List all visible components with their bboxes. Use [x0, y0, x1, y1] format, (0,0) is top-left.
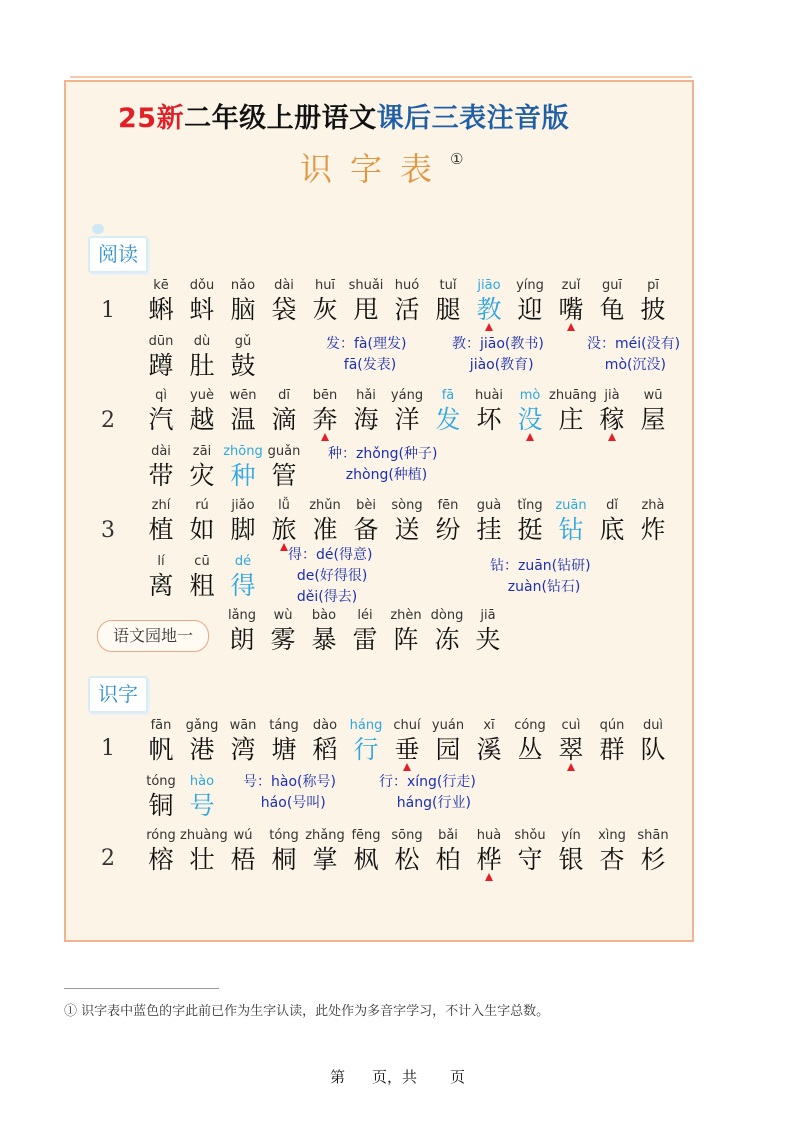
pinyin: zhèn	[390, 608, 422, 623]
char-cell	[590, 386, 634, 435]
char-cell	[180, 716, 224, 765]
polyphone-note-zhong: 种：zhǒng(种子) zhòng(种植)	[328, 446, 438, 483]
hanzi: 壮	[189, 845, 215, 874]
pinyin: wú	[233, 828, 253, 843]
hanzi: 挂	[476, 515, 502, 544]
pinyin: zhuāng	[549, 388, 597, 403]
hanzi: 脑	[230, 295, 256, 324]
footnote-rule	[64, 988, 219, 989]
char-cell	[262, 386, 306, 435]
pinyin: yuè	[190, 388, 214, 403]
char-cell	[631, 496, 675, 545]
char-cell	[180, 826, 228, 875]
char-cell	[180, 332, 224, 381]
hanzi: 桦	[476, 845, 502, 874]
pinyin: jià	[604, 388, 620, 403]
hanzi: 湾	[230, 735, 256, 764]
pinyin: dài	[151, 444, 171, 459]
char-cell	[262, 442, 306, 491]
hanzi: 园	[435, 735, 461, 764]
section-reading: 阅读	[88, 236, 148, 273]
hanzi: 柏	[435, 845, 461, 874]
hanzi: 汽	[148, 405, 174, 434]
hanzi: 松	[394, 845, 420, 874]
pinyin: wēn	[229, 388, 257, 403]
pinyin: zhǔn	[309, 498, 341, 513]
pinyin: lǎng	[227, 608, 257, 623]
pinyin: dūn	[148, 334, 174, 349]
pinyin: háng	[349, 718, 383, 733]
hanzi: 暴	[311, 625, 337, 654]
char-cell	[426, 716, 470, 765]
pinyin: bèi	[356, 498, 376, 513]
char-cell	[344, 716, 388, 765]
char-cell	[631, 276, 675, 325]
pinyin: zhí	[151, 498, 171, 513]
char-cell	[466, 606, 510, 655]
char-cell	[426, 386, 470, 435]
hanzi: 港	[189, 735, 215, 764]
pinyin: wū	[643, 388, 663, 403]
pinyin: gǎng	[185, 718, 219, 733]
hanzi: 滴	[271, 405, 297, 434]
pinyin: cū	[194, 554, 210, 569]
hanzi: 杏	[599, 845, 625, 874]
pinyin: shān	[637, 828, 669, 843]
char-cell	[221, 442, 265, 491]
char-cell	[590, 826, 634, 875]
tone-marker-triangle	[526, 433, 534, 441]
char-cell	[384, 606, 428, 655]
pinyin: zuǐ	[561, 278, 581, 293]
char-cell	[262, 826, 306, 875]
pinyin: tǐng	[517, 498, 543, 513]
hanzi: 发	[435, 405, 461, 434]
hanzi: 朗	[229, 625, 255, 654]
char-cell	[467, 276, 511, 325]
yuwen-yuandi-label: 语文园地一	[97, 620, 209, 652]
pinyin: gǔ	[234, 334, 252, 349]
char-cell	[303, 826, 347, 875]
char-cell	[508, 826, 552, 875]
char-cell	[344, 276, 388, 325]
hanzi: 群	[599, 735, 625, 764]
pinyin: yáng	[390, 388, 424, 403]
hanzi: 溪	[476, 735, 502, 764]
char-cell	[180, 276, 224, 325]
char-cell	[631, 386, 675, 435]
pinyin: kē	[153, 278, 169, 293]
hanzi: 活	[394, 295, 420, 324]
pinyin: bǎi	[438, 828, 458, 843]
char-cell	[467, 386, 511, 435]
hanzi: 底	[599, 515, 625, 544]
char-cell	[221, 552, 265, 601]
pinyin: bēn	[312, 388, 338, 403]
pinyin: fān	[150, 718, 172, 733]
hanzi: 没	[517, 405, 543, 434]
hanzi: 榕	[148, 845, 174, 874]
char-cell	[467, 716, 511, 765]
hanzi: 银	[558, 845, 584, 874]
hanzi: 披	[640, 295, 666, 324]
pinyin: dào	[312, 718, 338, 733]
char-cell	[302, 606, 346, 655]
char-cell	[139, 386, 183, 435]
char-cell	[549, 386, 597, 435]
char-cell	[508, 716, 552, 765]
hanzi: 肚	[189, 351, 215, 380]
char-cell	[508, 496, 552, 545]
hanzi: 灰	[312, 295, 338, 324]
char-cell	[467, 826, 511, 875]
char-cell	[221, 826, 265, 875]
char-cell	[303, 276, 347, 325]
tone-marker-triangle	[403, 763, 411, 771]
section-decoration	[92, 224, 104, 234]
char-cell	[180, 442, 224, 491]
hanzi: 鼓	[230, 351, 256, 380]
pinyin: huó	[394, 278, 420, 293]
tone-marker-triangle	[321, 433, 329, 441]
hanzi: 梧	[230, 845, 256, 874]
pinyin: qì	[155, 388, 167, 403]
pinyin: jiā	[480, 608, 496, 623]
lesson-number: 1	[101, 736, 115, 761]
char-cell	[220, 606, 264, 655]
char-cell	[139, 826, 183, 875]
pinyin: duì	[642, 718, 664, 733]
pinyin: chuí	[393, 718, 421, 733]
hanzi: 庄	[558, 405, 584, 434]
char-cell	[344, 386, 388, 435]
char-cell	[426, 826, 470, 875]
pinyin: yín	[561, 828, 581, 843]
pinyin: dài	[274, 278, 294, 293]
hanzi: 如	[189, 515, 215, 544]
hanzi: 稼	[599, 405, 625, 434]
pinyin: fēn	[437, 498, 459, 513]
hanzi: 离	[148, 571, 174, 600]
hanzi: 掌	[312, 845, 338, 874]
pinyin: róng	[146, 828, 176, 843]
hanzi: 灾	[189, 461, 215, 490]
hanzi: 丛	[517, 735, 543, 764]
polyphone-note-zuan: 钻：zuān(钻研) zuàn(钻石)	[490, 558, 591, 595]
char-cell	[425, 606, 469, 655]
pinyin: shuǎi	[348, 278, 384, 293]
char-cell	[344, 826, 388, 875]
hanzi: 队	[640, 735, 666, 764]
hanzi: 海	[353, 405, 379, 434]
char-cell	[549, 276, 593, 325]
hanzi: 纷	[435, 515, 461, 544]
hanzi: 得	[230, 571, 256, 600]
char-cell	[262, 276, 306, 325]
char-cell	[139, 552, 183, 601]
hanzi: 蹲	[148, 351, 174, 380]
char-cell	[631, 826, 675, 875]
char-cell	[221, 716, 265, 765]
hanzi: 垂	[394, 735, 420, 764]
pinyin: fā	[441, 388, 455, 403]
hanzi: 钻	[558, 515, 584, 544]
hanzi: 蚪	[189, 295, 215, 324]
pinyin: zhuàng	[180, 828, 228, 843]
pinyin: hào	[189, 774, 215, 789]
tone-marker-triangle	[608, 433, 616, 441]
hanzi: 带	[148, 461, 174, 490]
hanzi: 洋	[394, 405, 420, 434]
char-cell	[385, 386, 429, 435]
title-year: 25新	[118, 103, 185, 134]
char-cell	[139, 716, 183, 765]
pinyin: huài	[474, 388, 504, 403]
pinyin: shǒu	[514, 828, 546, 843]
hanzi: 屋	[640, 405, 666, 434]
pinyin: qún	[599, 718, 625, 733]
hanzi: 植	[148, 515, 174, 544]
hanzi: 稻	[312, 735, 338, 764]
pinyin: lǚ	[278, 498, 290, 513]
table-heading-text: 识字表	[300, 150, 451, 188]
pinyin: yuán	[431, 718, 465, 733]
section-literacy: 识字	[88, 676, 148, 713]
tone-marker-triangle	[567, 763, 575, 771]
hanzi: 迎	[517, 295, 543, 324]
polyphone-note-hao: 号：hào(称号) háo(号叫)	[243, 774, 336, 811]
pinyin: fēng	[351, 828, 381, 843]
pinyin: bào	[311, 608, 337, 623]
hanzi: 种	[230, 461, 256, 490]
char-cell	[549, 496, 593, 545]
char-cell	[303, 716, 347, 765]
pinyin: táng	[269, 718, 299, 733]
char-cell	[426, 276, 470, 325]
char-cell	[262, 496, 306, 545]
pinyin: guǎn	[267, 444, 301, 459]
polyphone-note-de: 得：dé(得意) de(好得很) děi(得去)	[288, 547, 373, 605]
hanzi: 杉	[640, 845, 666, 874]
char-cell	[303, 386, 347, 435]
hanzi: 粗	[189, 571, 215, 600]
hanzi: 腿	[435, 295, 461, 324]
hanzi: 越	[189, 405, 215, 434]
pinyin: tuǐ	[439, 278, 457, 293]
char-cell	[590, 276, 634, 325]
pinyin: dǒu	[189, 278, 215, 293]
char-cell	[426, 496, 470, 545]
char-cell	[180, 386, 224, 435]
hanzi: 教	[476, 295, 502, 324]
pinyin: pī	[647, 278, 659, 293]
hanzi: 龟	[599, 295, 625, 324]
hanzi: 翠	[558, 735, 584, 764]
pinyin: zhà	[641, 498, 665, 513]
hanzi: 雷	[352, 625, 378, 654]
hanzi: 炸	[640, 515, 666, 544]
pager-middle: 页，共	[372, 1068, 418, 1086]
char-cell	[590, 716, 634, 765]
hanzi: 冻	[434, 625, 460, 654]
hanzi: 塘	[271, 735, 297, 764]
char-cell	[221, 332, 265, 381]
pinyin: dòng	[430, 608, 464, 623]
tone-marker-triangle	[280, 543, 288, 551]
pinyin: jiāo	[477, 278, 501, 293]
char-cell	[549, 716, 593, 765]
hanzi: 桐	[271, 845, 297, 874]
pinyin: huī	[314, 278, 336, 293]
char-cell	[180, 552, 224, 601]
pinyin: huà	[476, 828, 502, 843]
char-cell	[221, 276, 265, 325]
hanzi: 送	[394, 515, 420, 544]
char-cell	[139, 772, 183, 821]
lesson-number: 2	[101, 846, 115, 871]
char-cell	[261, 606, 305, 655]
hanzi: 雾	[270, 625, 296, 654]
tone-marker-triangle	[485, 323, 493, 331]
char-cell	[549, 826, 593, 875]
footnote-marker: ①	[450, 150, 464, 169]
title-edition: 课后三表注音版	[376, 103, 570, 134]
pinyin: cuì	[561, 718, 581, 733]
pinyin: lí	[157, 554, 165, 569]
table-heading	[300, 144, 463, 190]
hanzi: 嘴	[558, 295, 584, 324]
tone-marker-triangle	[485, 873, 493, 881]
char-cell	[508, 386, 552, 435]
char-cell	[180, 772, 224, 821]
pinyin: zhōng	[223, 444, 263, 459]
polyphone-note-mei: 没：méi(没有) mò(沉没)	[587, 336, 681, 373]
hanzi: 号	[189, 791, 215, 820]
pinyin: zuān	[555, 498, 587, 513]
pinyin: wān	[229, 718, 257, 733]
char-cell	[303, 496, 347, 545]
hanzi: 旅	[271, 515, 297, 544]
char-cell	[508, 276, 552, 325]
hanzi: 挺	[517, 515, 543, 544]
pinyin: léi	[357, 608, 373, 623]
pinyin: guà	[476, 498, 502, 513]
hanzi: 准	[312, 515, 338, 544]
pinyin: rú	[195, 498, 209, 513]
lesson-number: 1	[101, 298, 115, 323]
pinyin: sòng	[391, 498, 423, 513]
hanzi: 温	[230, 405, 256, 434]
lesson-number: 2	[101, 408, 115, 433]
pinyin: zhǎng	[305, 828, 345, 843]
tone-marker-triangle	[567, 323, 575, 331]
hanzi: 阵	[393, 625, 419, 654]
hanzi: 脚	[230, 515, 256, 544]
pinyin: tóng	[269, 828, 299, 843]
hanzi: 帆	[148, 735, 174, 764]
char-cell	[139, 442, 183, 491]
char-cell	[590, 496, 634, 545]
polyphone-note-fa: 发：fà(理发) fā(发表)	[326, 336, 407, 373]
char-cell	[385, 276, 429, 325]
char-cell	[385, 716, 429, 765]
char-cell	[139, 332, 183, 381]
pinyin: sōng	[391, 828, 423, 843]
pinyin: hǎi	[356, 388, 376, 403]
pager-suffix: 页	[450, 1068, 466, 1086]
hanzi: 袋	[271, 295, 297, 324]
page-title	[118, 96, 569, 135]
hanzi: 坏	[476, 405, 502, 434]
title-grade: 二年级上册语文	[184, 103, 377, 134]
pinyin: dé	[234, 554, 252, 569]
char-cell	[344, 496, 388, 545]
hanzi: 蝌	[148, 295, 174, 324]
pinyin: dǐ	[606, 498, 618, 513]
pinyin: dù	[193, 334, 211, 349]
pager-prefix: 第	[330, 1068, 346, 1086]
polyphone-note-xing: 行：xíng(行走) háng(行业)	[379, 774, 476, 811]
hanzi: 备	[353, 515, 379, 544]
char-cell	[343, 606, 387, 655]
hanzi: 甩	[353, 295, 379, 324]
hanzi: 管	[271, 461, 297, 490]
char-cell	[385, 496, 429, 545]
char-cell	[385, 826, 429, 875]
pinyin: xī	[483, 718, 495, 733]
char-cell	[221, 386, 265, 435]
polyphone-note-jiao: 教：jiāo(教书) jiào(教育)	[452, 336, 544, 373]
hanzi: 守	[517, 845, 543, 874]
char-cell	[180, 496, 224, 545]
pinyin: cóng	[514, 718, 546, 733]
char-cell	[139, 496, 183, 545]
pinyin: jiǎo	[231, 498, 255, 513]
char-cell	[262, 716, 306, 765]
hanzi: 奔	[312, 405, 338, 434]
footnote: ① 识字表中蓝色的字此前已作为生字认读，此处作为多音字学习，不计入生字总数。	[64, 1004, 550, 1019]
hanzi: 铜	[148, 791, 174, 820]
pinyin: tóng	[146, 774, 176, 789]
pinyin: mò	[519, 388, 541, 403]
hanzi: 夹	[475, 625, 501, 654]
hanzi: 行	[353, 735, 379, 764]
pinyin: yíng	[516, 278, 544, 293]
hanzi: 枫	[353, 845, 379, 874]
pinyin: zāi	[192, 444, 212, 459]
char-cell	[139, 276, 183, 325]
char-cell	[631, 716, 675, 765]
pinyin: wù	[273, 608, 293, 623]
pinyin: dī	[278, 388, 290, 403]
char-cell	[467, 496, 511, 545]
pinyin: guī	[601, 278, 623, 293]
lesson-number: 3	[101, 518, 115, 543]
char-cell	[221, 496, 265, 545]
pinyin: nǎo	[230, 278, 256, 293]
pinyin: xìng	[598, 828, 626, 843]
